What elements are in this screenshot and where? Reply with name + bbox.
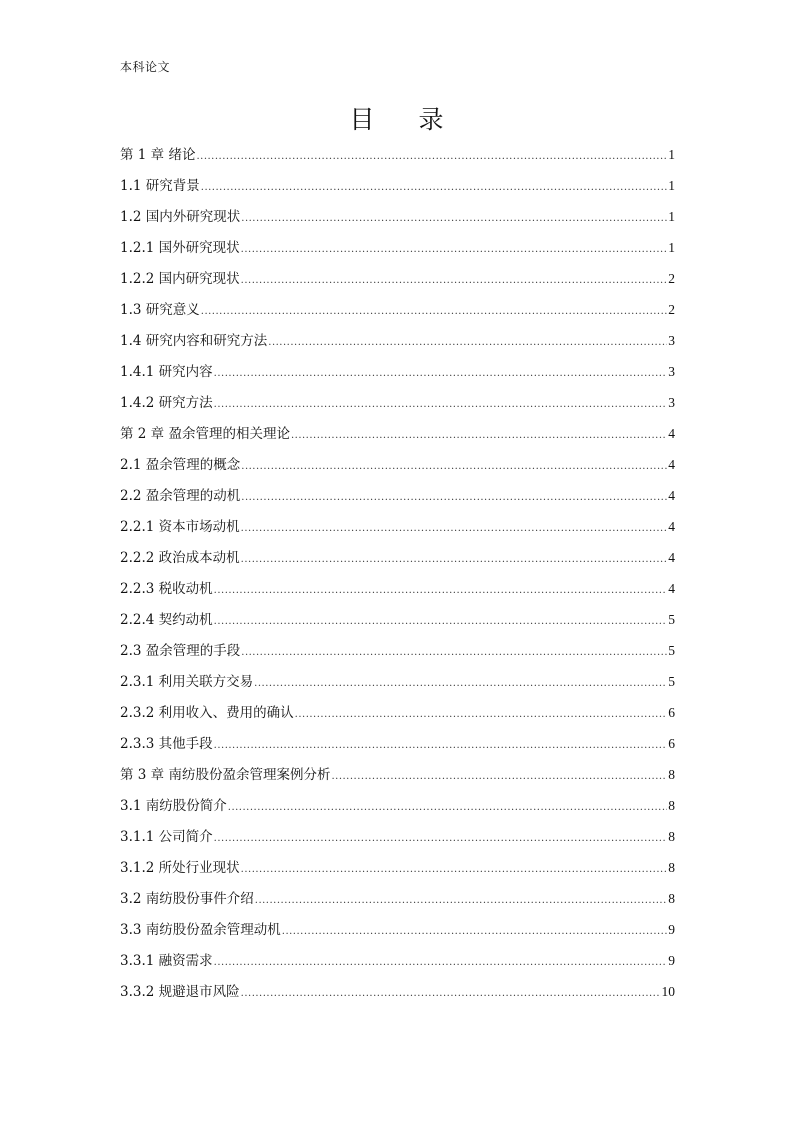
- toc-entry-label: 1.2 国内外研究现状: [120, 209, 241, 225]
- toc-entry-page: 1: [668, 178, 675, 193]
- toc-entry-label: 2.2.1 资本市场动机: [120, 519, 240, 535]
- page-header: 本科论文: [120, 60, 171, 74]
- toc-leader-dots: [214, 391, 668, 419]
- toc-entry-page: 4: [668, 488, 675, 503]
- toc-entry-page: 6: [668, 736, 675, 751]
- toc-entry-page: 4: [668, 519, 675, 534]
- toc-entry[interactable]: [120, 792, 675, 823]
- toc-entry[interactable]: [120, 823, 675, 854]
- toc-leader-dots: [254, 670, 667, 698]
- toc-entry[interactable]: [120, 141, 675, 172]
- toc-entry[interactable]: [120, 916, 675, 947]
- toc-leader-dots: [291, 422, 667, 450]
- toc-entry[interactable]: [120, 699, 675, 730]
- toc-entry[interactable]: [120, 234, 675, 265]
- toc-entry-page: 3: [668, 364, 675, 379]
- toc-entry[interactable]: [120, 482, 675, 513]
- toc-entry-page: 6: [668, 705, 675, 720]
- toc-entry-label: 2.2.2 政治成本动机: [120, 550, 240, 566]
- toc-entry-page: 8: [668, 798, 675, 813]
- toc-leader-dots: [214, 949, 668, 977]
- toc-leader-dots: [241, 980, 661, 1008]
- toc-leader-dots: [241, 453, 667, 481]
- toc-leader-dots: [241, 267, 668, 295]
- toc-entry-label: 2.2 盈余管理的动机: [120, 488, 241, 504]
- toc-leader-dots: [295, 701, 668, 729]
- toc-entry-page: 3: [668, 395, 675, 410]
- toc-leader-dots: [201, 298, 667, 326]
- toc-entry[interactable]: [120, 730, 675, 761]
- toc-leader-dots: [228, 794, 667, 822]
- toc-leader-dots: [241, 546, 668, 574]
- toc-entry-label: 1.4 研究内容和研究方法: [120, 333, 268, 349]
- toc-leader-dots: [241, 484, 667, 512]
- toc-entry-page: 4: [668, 426, 675, 441]
- toc-entry-page: 4: [668, 550, 675, 565]
- toc-entry-label: 1.1 研究背景: [120, 178, 200, 194]
- toc-entry-label: 3.3 南纺股份盈余管理动机: [120, 922, 281, 938]
- toc-entry[interactable]: [120, 358, 675, 389]
- toc-leader-dots: [255, 887, 667, 915]
- toc-entry-label: 2.3.2 利用收入、费用的确认: [120, 705, 294, 721]
- toc-entry-label: 第 3 章 南纺股份盈余管理案例分析: [120, 767, 331, 783]
- toc-entry-label: 2.3.1 利用关联方交易: [120, 674, 254, 690]
- toc-entry-page: 5: [668, 674, 675, 689]
- toc-entry[interactable]: [120, 637, 675, 668]
- toc-entry-page: 8: [668, 829, 675, 844]
- toc-entry[interactable]: [120, 854, 675, 885]
- toc-leader-dots: [214, 825, 668, 853]
- toc-entry[interactable]: [120, 761, 675, 792]
- toc-entry-page: 3: [668, 333, 675, 348]
- toc-entry-label: 2.2.3 税收动机: [120, 581, 213, 597]
- toc-entry[interactable]: [120, 327, 675, 358]
- toc-entry[interactable]: [120, 296, 675, 327]
- toc-entry-label: 1.2.2 国内研究现状: [120, 271, 240, 287]
- toc-entry-page: 2: [668, 271, 675, 286]
- toc-entry[interactable]: [120, 544, 675, 575]
- toc-leader-dots: [214, 577, 668, 605]
- toc-entry-label: 2.2.4 契约动机: [120, 612, 213, 628]
- toc-entry-label: 2.3.3 其他手段: [120, 736, 213, 752]
- toc-entry[interactable]: [120, 606, 675, 637]
- toc-leader-dots: [196, 143, 667, 171]
- toc-entry-page: 5: [668, 612, 675, 627]
- toc-entry-label: 3.1.1 公司简介: [120, 829, 213, 845]
- toc-entry[interactable]: [120, 203, 675, 234]
- toc-entry-label: 1.4.1 研究内容: [120, 364, 213, 380]
- toc-leader-dots: [268, 329, 667, 357]
- toc-entry-page: 8: [668, 860, 675, 875]
- table-of-contents: [120, 141, 675, 1009]
- toc-entry-label: 3.1.2 所处行业现状: [120, 860, 240, 876]
- toc-entry-page: 4: [668, 581, 675, 596]
- toc-leader-dots: [282, 918, 667, 946]
- toc-entry-label: 3.1 南纺股份简介: [120, 798, 227, 814]
- toc-entry[interactable]: [120, 265, 675, 296]
- toc-entry[interactable]: [120, 668, 675, 699]
- toc-leader-dots: [241, 856, 668, 884]
- toc-leader-dots: [214, 360, 668, 388]
- toc-leader-dots: [331, 763, 667, 791]
- toc-entry-label: 第 2 章 盈余管理的相关理论: [120, 426, 290, 442]
- toc-entry[interactable]: [120, 172, 675, 203]
- toc-entry-label: 第 1 章 绪论: [120, 147, 196, 163]
- toc-title: 目 录: [349, 105, 462, 134]
- toc-entry[interactable]: [120, 978, 675, 1009]
- toc-leader-dots: [214, 732, 668, 760]
- toc-entry[interactable]: [120, 389, 675, 420]
- toc-entry-label: 2.1 盈余管理的概念: [120, 457, 241, 473]
- toc-entry-label: 1.2.1 国外研究现状: [120, 240, 240, 256]
- toc-entry-label: 3.3.2 规避退市风险: [120, 984, 240, 1000]
- toc-entry[interactable]: [120, 420, 675, 451]
- toc-entry-page: 1: [668, 209, 675, 224]
- toc-entry-page: 4: [668, 457, 675, 472]
- toc-entry-page: 1: [668, 147, 675, 162]
- toc-entry-page: 2: [668, 302, 675, 317]
- toc-entry[interactable]: [120, 947, 675, 978]
- toc-leader-dots: [241, 639, 667, 667]
- toc-entry-page: 1: [668, 240, 675, 255]
- toc-entry[interactable]: [120, 451, 675, 482]
- toc-entry[interactable]: [120, 575, 675, 606]
- toc-entry-label: 1.3 研究意义: [120, 302, 200, 318]
- toc-entry-page: 9: [668, 953, 675, 968]
- toc-entry-page: 8: [668, 891, 675, 906]
- toc-entry[interactable]: [120, 885, 675, 916]
- toc-leader-dots: [241, 205, 667, 233]
- toc-entry-label: 3.3.1 融资需求: [120, 953, 213, 969]
- toc-entry-page: 10: [661, 984, 675, 999]
- toc-leader-dots: [241, 236, 668, 264]
- toc-entry-label: 3.2 南纺股份事件介绍: [120, 891, 254, 907]
- toc-entry-page: 8: [668, 767, 675, 782]
- header-rule: [120, 82, 674, 83]
- toc-entry-label: 1.4.2 研究方法: [120, 395, 213, 411]
- toc-entry-page: 9: [668, 922, 675, 937]
- toc-entry[interactable]: [120, 513, 675, 544]
- toc-leader-dots: [214, 608, 668, 636]
- toc-leader-dots: [201, 174, 667, 202]
- toc-entry-label: 2.3 盈余管理的手段: [120, 643, 241, 659]
- toc-leader-dots: [241, 515, 668, 543]
- toc-entry-page: 5: [668, 643, 675, 658]
